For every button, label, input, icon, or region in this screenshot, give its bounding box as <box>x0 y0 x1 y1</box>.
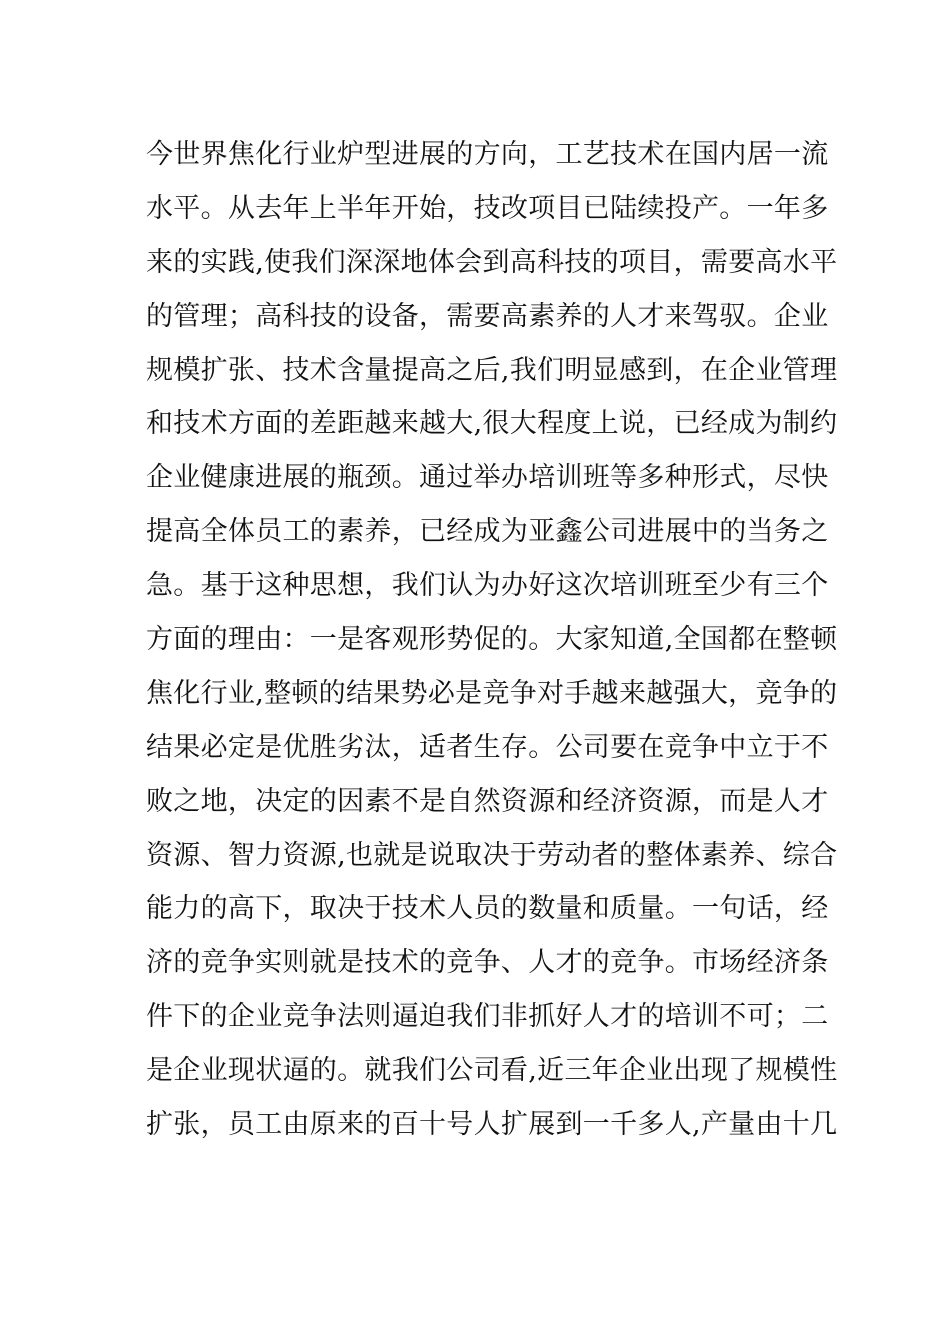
text-line: 水平。从去年上半年开始，技改项目已陆续投产。一年多 <box>146 192 829 224</box>
text-line: 规模扩张、技术含量提高之后,我们明显感到，在企业管理 <box>146 354 838 386</box>
body-paragraph <box>146 128 838 1152</box>
text-line: 结果必定是优胜劣汰，适者生存。公司要在竞争中立于不 <box>146 731 829 763</box>
text-line: 来的实践,使我们深深地体会到高科技的项目，需要高水平 <box>146 246 838 278</box>
text-line: 扩张，员工由原来的百十号人扩展到一千多人,产量由十几 <box>146 1109 838 1141</box>
text-line: 是企业现状逼的。就我们公司看,近三年企业出现了规模性 <box>146 1055 838 1087</box>
text-line: 方面的理由：一是客观形势促的。大家知道,全国都在整顿 <box>146 624 838 656</box>
text-line: 资源、智力资源,也就是说取决于劳动者的整体素养、综合 <box>146 839 838 871</box>
text-line: 件下的企业竞争法则逼迫我们非抓好人才的培训不可；二 <box>146 1001 829 1033</box>
text-line: 焦化行业,整顿的结果势必是竞争对手越来越强大，竞争的 <box>146 677 838 709</box>
text-line: 提高全体员工的素养，已经成为亚鑫公司进展中的当务之 <box>146 516 829 548</box>
text-line: 败之地，决定的因素不是自然资源和经济资源，而是人才 <box>146 785 829 817</box>
text-line: 济的竞争实则就是技术的竞争、人才的竞争。市场经济条 <box>146 947 829 979</box>
text-line: 今世界焦化行业炉型进展的方向，工艺技术在国内居一流 <box>146 139 829 170</box>
text-line: 急。基于这种思想，我们认为办好这次培训班至少有三个 <box>146 570 829 602</box>
text-line: 企业健康进展的瓶颈。通过举办培训班等多种形式，尽快 <box>146 462 829 494</box>
text-line: 能力的高下，取决于技术人员的数量和质量。一句话，经 <box>146 893 829 925</box>
text-line: 的管理；高科技的设备，需要高素养的人才来驾驭。企业 <box>146 300 829 332</box>
text-line: 和技术方面的差距越来越大,很大程度上说，已经成为制约 <box>146 408 838 440</box>
